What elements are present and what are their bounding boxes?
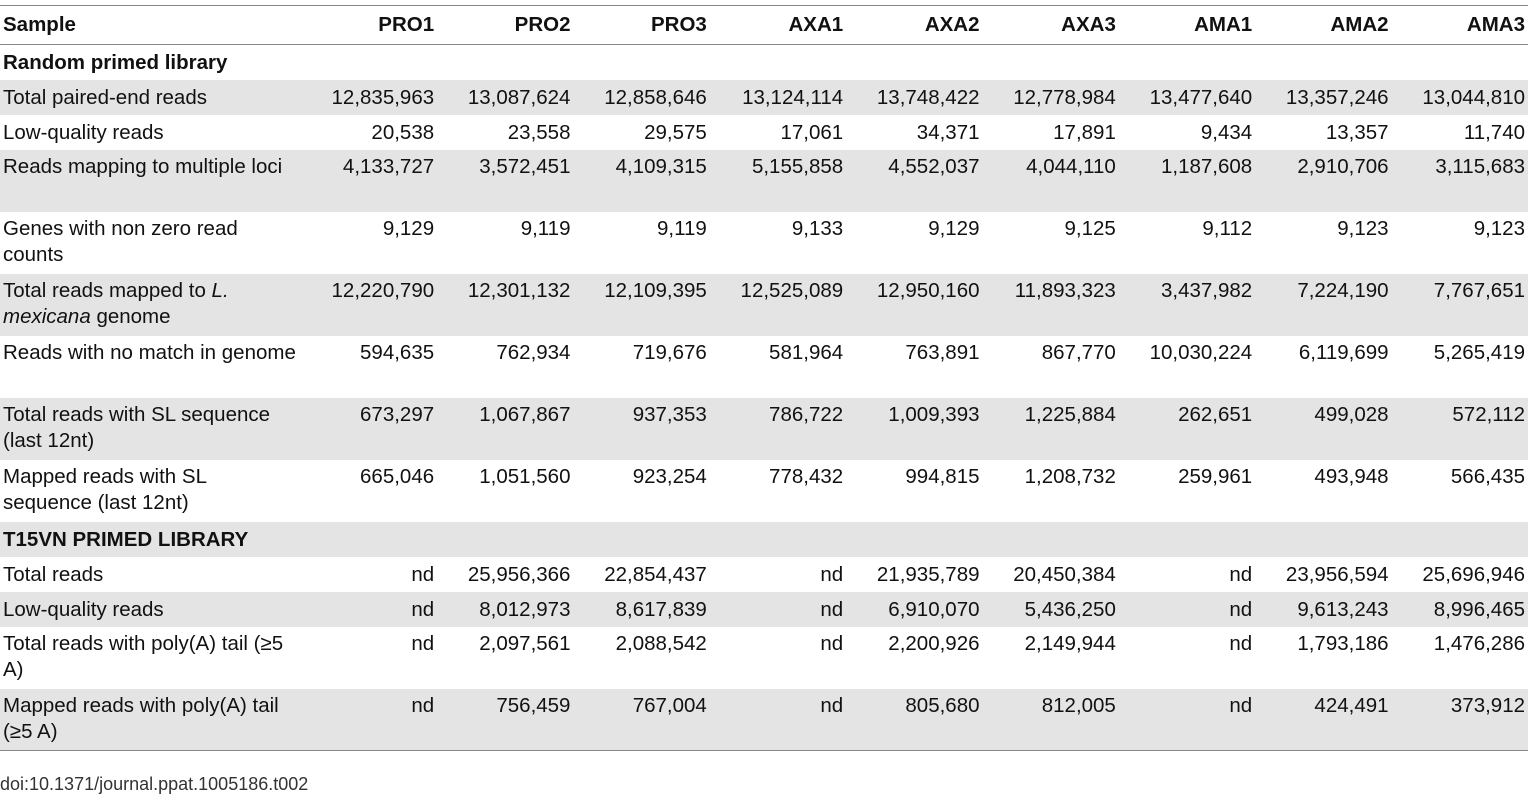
- row-label: Low-quality reads: [0, 592, 301, 627]
- table-cell: 17,061: [780, 120, 844, 144]
- table-cell: 9,434: [1200, 120, 1253, 144]
- table-cell: 9,123: [1473, 216, 1525, 240]
- table-row: [0, 592, 1528, 627]
- header-axa3: AXA3: [983, 6, 1119, 45]
- table-cell: 673,297: [301, 398, 437, 460]
- row-label-species: L. mexicana: [3, 278, 229, 328]
- table-cell: 2,200,926: [888, 631, 980, 655]
- doi-caption: doi:10.1371/journal.ppat.1005186.t002: [0, 774, 309, 794]
- header-axa1: AXA1: [710, 6, 846, 45]
- table-cell: 7,224,190: [1255, 274, 1391, 336]
- table-cell: 2,910,706: [1255, 150, 1391, 212]
- table-cell: 13,124,114: [710, 80, 846, 115]
- table-cell: 9,613,243: [1255, 592, 1391, 627]
- table-cell: 2,149,944: [1024, 631, 1116, 655]
- table-cell: 2,088,542: [615, 631, 707, 655]
- table-row: [0, 274, 1528, 336]
- table-cell: 20,450,384: [1013, 562, 1116, 586]
- row-label: Total reads with SL sequence (last 12nt): [0, 398, 301, 460]
- table-cell: nd: [1229, 562, 1253, 586]
- table-cell: 373,912: [1392, 689, 1528, 751]
- table-cell: 13,748,422: [846, 80, 982, 115]
- table-cell: 8,012,973: [437, 592, 573, 627]
- table-cell: 262,651: [1119, 398, 1255, 460]
- table-cell: 9,133: [791, 216, 844, 240]
- table-cell: 13,357,246: [1255, 80, 1391, 115]
- section-title: Random primed library: [3, 51, 228, 74]
- row-label: Total paired-end reads: [0, 80, 301, 115]
- table-row: [0, 115, 1528, 150]
- header-pro3: PRO3: [573, 6, 709, 45]
- table-cell: nd: [820, 562, 844, 586]
- table-cell: 8,617,839: [573, 592, 709, 627]
- table-cell: 572,112: [1392, 398, 1528, 460]
- table-cell: 4,133,727: [301, 150, 437, 212]
- row-label: Low-quality reads: [3, 120, 164, 144]
- table-cell: 12,858,646: [573, 80, 709, 115]
- row-label: Mapped reads with SL sequence (last 12nt): [3, 464, 207, 514]
- table-row: [0, 212, 1528, 274]
- table-row: [0, 689, 1528, 751]
- table-cell: nd: [710, 689, 846, 751]
- row-label: Total reads with poly(A) tail (≥5 A): [3, 631, 284, 681]
- table-cell: 4,109,315: [573, 150, 709, 212]
- table-row: [0, 80, 1528, 115]
- header-pro1: PRO1: [301, 6, 437, 45]
- table-cell: 923,254: [632, 464, 707, 488]
- table-cell: 665,046: [360, 464, 435, 488]
- table-cell: 594,635: [360, 340, 435, 364]
- table-cell: nd: [1119, 592, 1255, 627]
- table-cell: 25,696,946: [1422, 562, 1525, 586]
- section-header-row: [0, 45, 1528, 80]
- table-cell: 6,910,070: [846, 592, 982, 627]
- table-cell: 3,437,982: [1119, 274, 1255, 336]
- table-cell: 11,893,323: [983, 274, 1119, 336]
- table-cell: 762,934: [496, 340, 571, 364]
- table-cell: 778,432: [769, 464, 844, 488]
- table-cell: 29,575: [644, 120, 707, 144]
- row-label: Mapped reads with poly(A) tail (≥5 A): [0, 689, 301, 751]
- header-row: [0, 6, 1528, 45]
- table-cell: 1,476,286: [1433, 631, 1525, 655]
- table-cell: 9,129: [928, 216, 980, 240]
- table-row: [0, 627, 1528, 689]
- row-label-text: Total reads mapped to: [3, 278, 212, 302]
- table-cell: 1,067,867: [437, 398, 573, 460]
- table-cell: 12,950,160: [846, 274, 982, 336]
- table-cell: 767,004: [573, 689, 709, 751]
- table-cell: 1,187,608: [1119, 150, 1255, 212]
- header-pro2: PRO2: [437, 6, 573, 45]
- table-cell: 12,220,790: [301, 274, 437, 336]
- row-label: [0, 274, 301, 336]
- row-label: Total reads: [3, 562, 104, 586]
- table-cell: 1,051,560: [479, 464, 571, 488]
- table-cell: 13,357: [1325, 120, 1389, 144]
- section-header-row: [0, 522, 1528, 557]
- table-cell: 1,225,884: [983, 398, 1119, 460]
- table-cell: 5,155,858: [710, 150, 846, 212]
- table-cell: 756,459: [437, 689, 573, 751]
- table-cell: 566,435: [1450, 464, 1525, 488]
- table-cell: nd: [301, 689, 437, 751]
- table-cell: 763,891: [905, 340, 980, 364]
- table-cell: 9,125: [1064, 216, 1116, 240]
- table-cell: 23,558: [507, 120, 571, 144]
- header-ama3: AMA3: [1392, 6, 1528, 45]
- table-cell: 22,854,437: [604, 562, 707, 586]
- data-table: [0, 5, 1528, 751]
- table-cell: nd: [411, 562, 435, 586]
- header-ama2: AMA2: [1255, 6, 1391, 45]
- table-cell: 11,740: [1463, 120, 1525, 144]
- table-cell: 424,491: [1255, 689, 1391, 751]
- table-cell: 994,815: [905, 464, 980, 488]
- table-cell: 786,722: [710, 398, 846, 460]
- table-cell: 13,087,624: [437, 80, 573, 115]
- table-cell: 7,767,651: [1392, 274, 1528, 336]
- table-body: [0, 45, 1528, 751]
- row-label: Reads with no match in genome: [3, 340, 296, 364]
- table-cell: 12,109,395: [573, 274, 709, 336]
- table-row: [0, 460, 1528, 522]
- row-label: Genes with non zero read counts: [3, 216, 238, 266]
- table-cell: 493,948: [1314, 464, 1389, 488]
- table-cell: 21,935,789: [876, 562, 980, 586]
- table-cell: 12,301,132: [437, 274, 573, 336]
- table-cell: 1,793,186: [1297, 631, 1389, 655]
- section-title: T15VN PRIMED LIBRARY: [0, 522, 1528, 557]
- table-cell: 6,119,699: [1298, 340, 1389, 364]
- table-cell: 10,030,224: [1149, 340, 1253, 364]
- table-cell: nd: [301, 592, 437, 627]
- table-cell: nd: [1119, 689, 1255, 751]
- table-cell: 12,835,963: [301, 80, 437, 115]
- table-cell: 20,538: [371, 120, 435, 144]
- table-row: [0, 557, 1528, 592]
- table-cell: 23,956,594: [1285, 562, 1389, 586]
- table-cell: 581,964: [769, 340, 844, 364]
- table-cell: 1,009,393: [846, 398, 982, 460]
- table-row: [0, 398, 1528, 460]
- table-cell: 499,028: [1255, 398, 1391, 460]
- header-ama1: AMA1: [1119, 6, 1255, 45]
- table-cell: 5,436,250: [983, 592, 1119, 627]
- table-cell: 9,123: [1337, 216, 1389, 240]
- table-row: [0, 150, 1528, 212]
- table-cell: 9,119: [657, 216, 707, 240]
- table-cell: nd: [820, 631, 844, 655]
- header-axa2: AXA2: [846, 6, 982, 45]
- table-cell: 34,371: [916, 120, 980, 144]
- table-cell: 12,778,984: [983, 80, 1119, 115]
- table-cell: 17,891: [1053, 120, 1116, 144]
- table-cell: 1,208,732: [1024, 464, 1116, 488]
- table-cell: 9,119: [520, 216, 571, 240]
- table-cell: 812,005: [983, 689, 1119, 751]
- table-cell: 937,353: [573, 398, 709, 460]
- table-cell: 259,961: [1178, 464, 1253, 488]
- table-cell: nd: [1229, 631, 1253, 655]
- table-cell: 805,680: [846, 689, 982, 751]
- table-cell: 5,265,419: [1433, 340, 1525, 364]
- table-cell: nd: [411, 631, 435, 655]
- table-cell: 2,097,561: [479, 631, 571, 655]
- table-cell: 12,525,089: [710, 274, 846, 336]
- table-cell: 867,770: [1041, 340, 1116, 364]
- table-cell: 719,676: [632, 340, 707, 364]
- row-label: Reads mapping to multiple loci: [0, 150, 301, 212]
- table-cell: 4,552,037: [846, 150, 982, 212]
- table-cell: 3,572,451: [437, 150, 573, 212]
- table-cell: 25,956,366: [467, 562, 571, 586]
- header-sample: Sample: [0, 6, 301, 45]
- table-cell: nd: [710, 592, 846, 627]
- table-cell: 4,044,110: [983, 150, 1119, 212]
- table-row: [0, 336, 1528, 398]
- table-cell: 13,044,810: [1392, 80, 1528, 115]
- table-cell: 9,112: [1202, 216, 1253, 240]
- row-label-text: genome: [90, 304, 171, 328]
- table-cell: 13,477,640: [1119, 80, 1255, 115]
- table-cell: 9,129: [382, 216, 435, 240]
- table-cell: 8,996,465: [1392, 592, 1528, 627]
- table-cell: 3,115,683: [1392, 150, 1528, 212]
